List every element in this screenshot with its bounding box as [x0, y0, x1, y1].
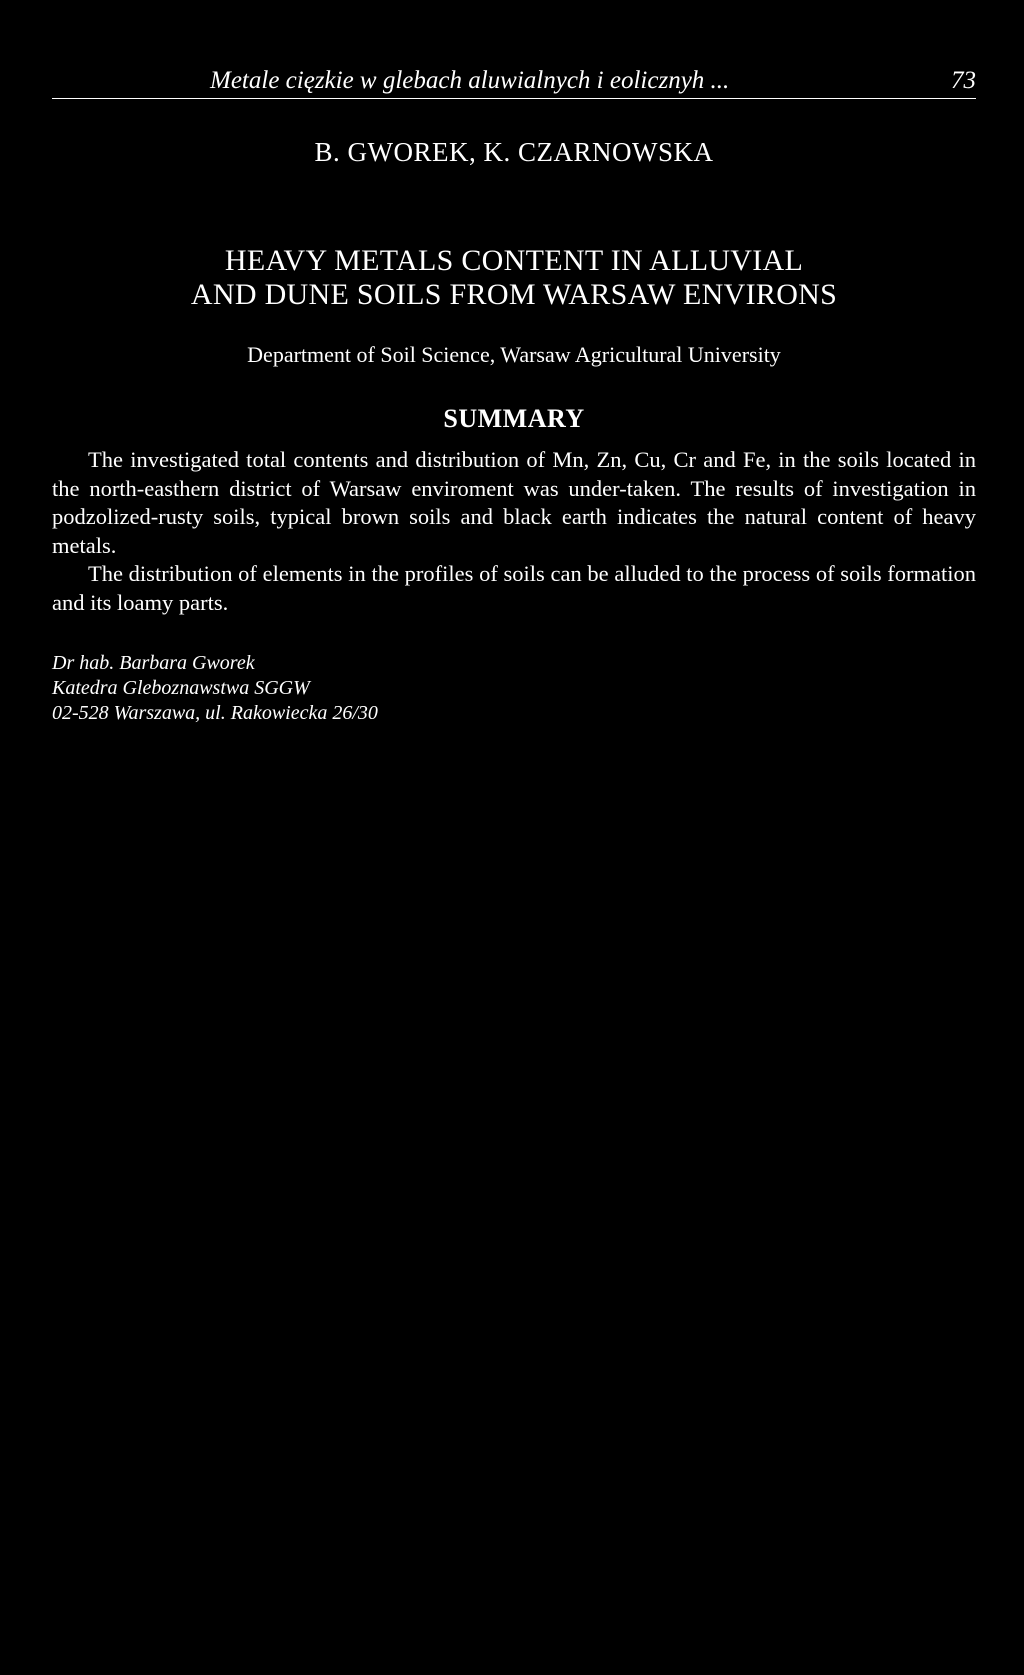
affiliation: Department of Soil Science, Warsaw Agricultural University	[247, 342, 781, 367]
paper-title	[52, 244, 976, 312]
contact-department: Katedra Gleboznawstwa SGGW	[52, 677, 310, 699]
document-page	[0, 66, 1024, 1675]
summary-body	[52, 446, 976, 617]
summary-paragraph-2: The distribution of elements in the profiles of soils can be alluded to the process of soils formation and its loamy parts.	[52, 561, 976, 615]
running-header	[52, 66, 976, 99]
authors: B. GWOREK, K. CZARNOWSKA	[314, 137, 714, 167]
contact-address: 02-528 Warszawa, ul. Rakowiecka 26/30	[52, 702, 378, 724]
summary-paragraph-1: The investigated total contents and distribution of Mn, Zn, Cu, Cr and Fe, in the soils located in the north-easthern district of Warsaw enviroment was under-taken. The results of investigation in podzolized-rusty soils, typical brown soils and black earth indicates the natural content of heavy metals.	[52, 447, 976, 558]
running-title: Metale cięzkie w glebach aluwialnych i eolicznyh ...	[210, 67, 730, 94]
summary-heading: SUMMARY	[443, 404, 585, 433]
author-contact	[52, 651, 976, 726]
paper-title-line-1: HEAVY METALS CONTENT IN ALLUVIAL	[224, 244, 804, 277]
paper-title-line-2: AND DUNE SOILS FROM WARSAW ENVIRONS	[190, 278, 838, 311]
page-number: 73	[951, 67, 976, 94]
contact-name: Dr hab. Barbara Gworek	[52, 652, 255, 674]
